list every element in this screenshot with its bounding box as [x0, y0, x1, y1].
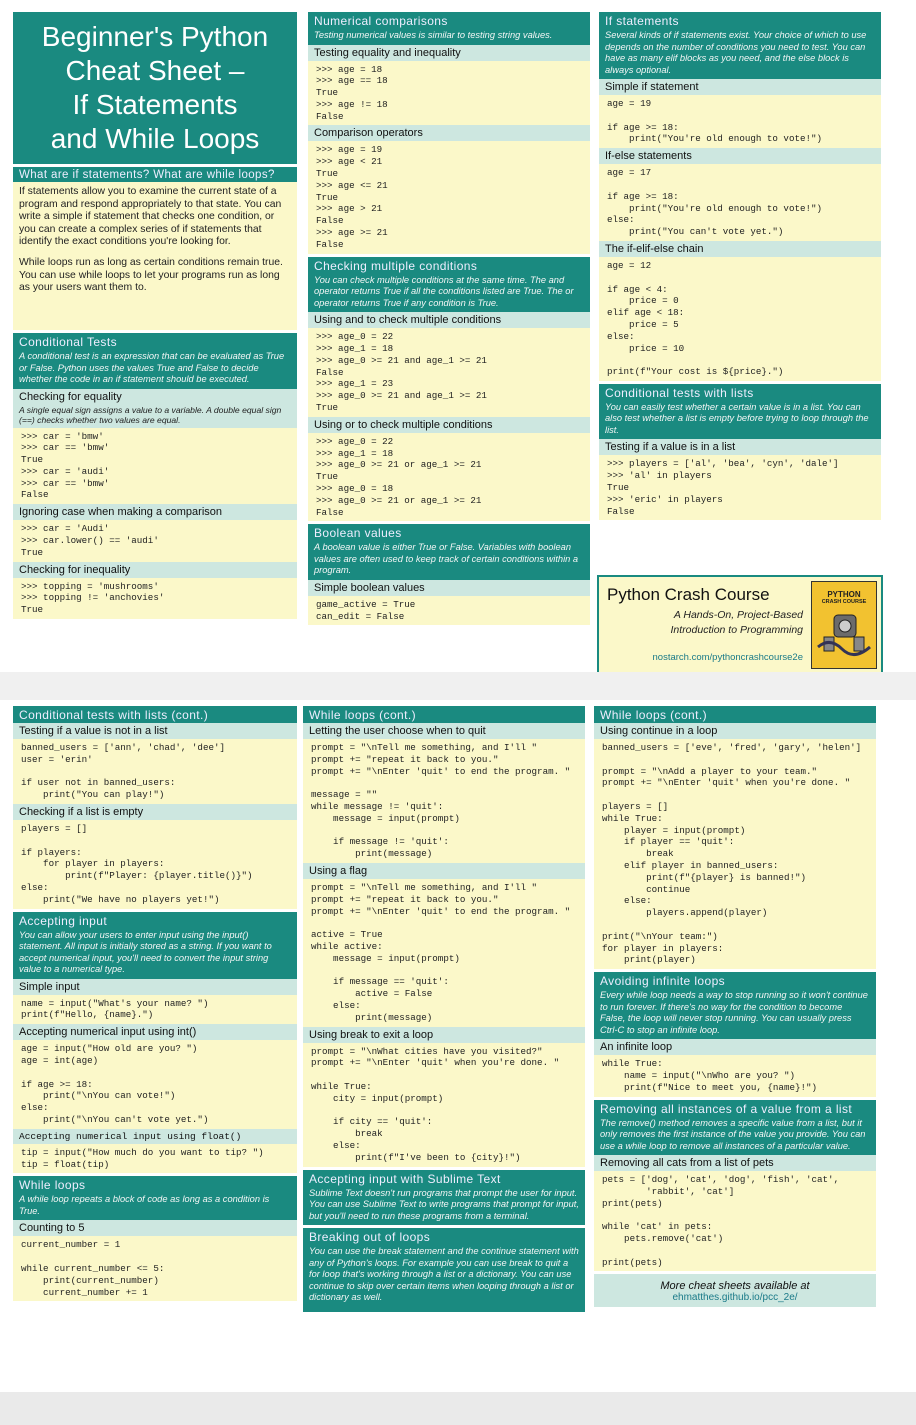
page-separator [0, 672, 916, 700]
removing-desc: The remove() method removes a specific value from a list, but it only removes the first instance of the value you provide. You can use a while loop to remove all instances of a particular value. [594, 1117, 876, 1156]
book-cover-sub: CRASH COURSE [821, 599, 867, 605]
if-elif-label: The if-elif-else chain [599, 241, 881, 257]
snake-robot-icon [814, 607, 874, 659]
numerical-eq-code: >>> age = 18 >>> age == 18 True >>> age != 18 False [308, 61, 590, 126]
breaking-heading: Breaking out of loops [303, 1228, 585, 1245]
book-title: Python Crash Course [607, 585, 770, 604]
infinite-code: while True: name = input("\nWho are you? ") print(f"Nice to meet you, {name}!") [594, 1055, 876, 1096]
sublime-heading: Accepting input with Sublime Text [303, 1170, 585, 1187]
empty-list-label: Checking if a list is empty [13, 804, 297, 820]
if-statements-heading: If statements [599, 12, 881, 29]
infinite-heading: Avoiding infinite loops [594, 972, 876, 989]
input-desc: You can allow your users to enter input using the input() statement. All input is initially stored as a string. If you want to accept numerical input, you'll need to convert the input string value to a numerical type. [13, 929, 297, 979]
conditional-tests-desc: A conditional test is an expression that can be evaluated as True or False. Python uses the values True and False to decide whether the code in an if statement should be executed. [13, 350, 297, 389]
break-code: prompt = "\nWhat cities have you visited?" prompt += "\nEnter 'quit' when you're done. " while True: city = input(prompt) if city == 'quit': break else: print(f"I've been to {city}!") [303, 1043, 585, 1167]
book-cover [811, 581, 877, 669]
quit-label: Letting the user choose when to quit [303, 723, 585, 739]
if-else-label: If-else statements [599, 148, 881, 164]
numerical-heading: Numerical comparisons [308, 12, 590, 29]
ignore-case-label: Ignoring case when making a comparison [13, 504, 297, 520]
lists-cont-heading: Conditional tests with lists (cont.) [13, 706, 297, 723]
book-cover-title: PYTHON [827, 590, 861, 599]
removing-label: Removing all cats from a list of pets [594, 1155, 876, 1171]
lists-desc: You can easily test whether a certain value is in a list. You can also test whether a list is empty before trying to loop through the list. [599, 401, 881, 440]
page1-column-3 [599, 12, 881, 520]
boolean-label: Simple boolean values [308, 580, 590, 596]
page2-column-1 [13, 706, 297, 1301]
more-cheat-sheets [594, 1274, 876, 1307]
what-are-paragraph-2: While loops run as long as certain conditions remain true. You can use while loops to let your programs run as long as your users want them to. [19, 256, 283, 294]
if-elif-code: age = 12 if age < 4: price = 0 elif age < 18: price = 5 else: price = 10 print(f"Your cost is ${price}.") [599, 257, 881, 381]
while-heading: While loops [13, 1176, 297, 1193]
float-input-code: tip = input("How much do you want to tip? ") tip = float(tip) [13, 1144, 297, 1174]
ignore-case-code: >>> car = 'Audi' >>> car.lower() == 'audi' True [13, 520, 297, 561]
int-input-label: Accepting numerical input using int() [13, 1024, 297, 1040]
int-input-code: age = input("How old are you? ") age = int(age) if age >= 18: print("\nYou can vote!") else: print("\nYou can't vote yet.") [13, 1040, 297, 1129]
boolean-desc: A boolean value is either True or False. Variables with boolean values are often used to keep track of certain conditions within a program. [308, 541, 590, 580]
or-code: >>> age_0 = 22 >>> age_1 = 18 >>> age_0 >= 21 or age_1 >= 21 True >>> age_0 = 18 >>> age_0 >= 21 or age_1 >= 21 False [308, 433, 590, 522]
while-cont1-heading: While loops (cont.) [303, 706, 585, 723]
breaking-desc: You can use the break statement and the continue statement with any of Python's loops. For example you can use break to quit a for loop that's working through a list or a dictionary. You can use continue to skip over certain items when looping through a list or dictionary as well. [303, 1245, 585, 1312]
boolean-heading: Boolean values [308, 524, 590, 541]
page-title [13, 12, 297, 164]
simple-if-label: Simple if statement [599, 79, 881, 95]
page1-column-1 [13, 12, 297, 619]
while-cont2-heading: While loops (cont.) [594, 706, 876, 723]
what-are-body [13, 182, 297, 330]
multiple-desc: You can check multiple conditions at the same time. The and operator returns True if all the conditions listed are True. The or operator returns True if any condition is True. [308, 274, 590, 313]
inequality-label: Checking for inequality [13, 562, 297, 578]
title-line-1: Beginner's Python [41, 21, 269, 52]
if-else-code: age = 17 if age >= 18: print("You're old enough to vote!") else: print("You can't vote yet.") [599, 164, 881, 241]
continue-label: Using continue in a loop [594, 723, 876, 739]
more-link[interactable]: ehmatthes.github.io/pcc_2e/ [672, 1292, 798, 1304]
removing-code: pets = ['dog', 'cat', 'dog', 'fish', 'cat', 'rabbit', 'cat'] print(pets) while 'cat' in pets: pets.remove('cat') print(pets) [594, 1171, 876, 1271]
boolean-code: game_active = True can_edit = False [308, 596, 590, 626]
book-subtitle-1: A Hands-On, Project-Based [673, 609, 803, 621]
while-desc: A while loop repeats a block of code as long as a condition is True. [13, 1193, 297, 1220]
page2-column-2 [303, 706, 585, 1312]
conditional-tests-heading: Conditional Tests [13, 333, 297, 350]
book-subtitle-2: Introduction to Programming [670, 624, 803, 636]
simple-input-code: name = input("What's your name? ") print(f"Hello, {name}.") [13, 995, 297, 1025]
in-list-code: >>> players = ['al', 'bea', 'cyn', 'dale'] >>> 'al' in players True >>> 'eric' in players False [599, 455, 881, 520]
book-url[interactable]: nostarch.com/pythoncrashcourse2e [652, 652, 803, 663]
page2-column-3 [594, 706, 876, 1307]
title-line-4: and While Loops [50, 123, 260, 154]
equality-label: Checking for equality [13, 389, 297, 405]
break-label: Using break to exit a loop [303, 1027, 585, 1043]
inequality-code: >>> topping = 'mushrooms' >>> topping != 'anchovies' True [13, 578, 297, 619]
infinite-desc: Every while loop needs a way to stop running so it won't continue to run forever. If there's no way for the condition to become False, the loop will never stop running. You can usually press Ctrl-C to stop an infinite loop. [594, 989, 876, 1039]
what-are-heading: What are if statements? What are while loops? [13, 167, 297, 182]
flag-code: prompt = "\nTell me something, and I'll " prompt += "repeat it back to you." prompt += "\nEnter 'quit' to end the program. " active = True while active: message = input(prompt) if message == 'quit': active = False else: print(message) [303, 879, 585, 1027]
comparison-code: >>> age = 19 >>> age < 21 True >>> age <= 21 True >>> age > 21 False >>> age >= 21 False [308, 141, 590, 253]
if-statements-desc: Several kinds of if statements exist. Your choice of which to use depends on the number of conditions you need to test. You can have as many elif blocks as you need, and the else block is always optional. [599, 29, 881, 79]
and-label: Using and to check multiple conditions [308, 312, 590, 328]
and-code: >>> age_0 = 22 >>> age_1 = 18 >>> age_0 >= 21 and age_1 >= 21 False >>> age_1 = 23 >>> age_0 >= 21 and age_1 >= 21 True [308, 328, 590, 417]
equality-note: A single equal sign assigns a value to a variable. A double equal sign (==) checks whether two values are equal. [13, 405, 297, 428]
input-heading: Accepting input [13, 912, 297, 929]
simple-input-label: Simple input [13, 979, 297, 995]
counting-code: current_number = 1 while current_number <= 5: print(current_number) current_number += 1 [13, 1236, 297, 1301]
equality-code: >>> car = 'bmw' >>> car == 'bmw' True >>> car = 'audi' >>> car == 'bmw' False [13, 428, 297, 505]
float-input-label: Accepting numerical input using float() [13, 1129, 297, 1144]
lists-heading: Conditional tests with lists [599, 384, 881, 401]
numerical-desc: Testing numerical values is similar to testing string values. [308, 29, 590, 45]
book-ad[interactable] [597, 575, 883, 676]
infinite-label: An infinite loop [594, 1039, 876, 1055]
in-list-label: Testing if a value is in a list [599, 439, 881, 455]
continue-code: banned_users = ['eve', 'fred', 'gary', 'helen'] prompt = "\nAdd a player to your team." prompt += "\nEnter 'quit' when you're done. " players = [] while True: player = input(prompt) if player == 'quit': break elif player in banned_users: print(f"{player} is banned!") continue else: players.append(player) print("\nYour team:") for player in players: print(player) [594, 739, 876, 969]
multiple-heading: Checking multiple conditions [308, 257, 590, 274]
title-line-3: If Statements [72, 89, 238, 120]
quit-code: prompt = "\nTell me something, and I'll " prompt += "repeat it back to you." prompt += "\nEnter 'quit' to end the program. " message = "" while message != 'quit': message = input(prompt) if message != 'quit': print(message) [303, 739, 585, 863]
empty-list-code: players = [] if players: for player in players: print(f"Player: {player.title()}") else: print("We have no players yet!") [13, 820, 297, 909]
what-are-paragraph-1: If statements allow you to examine the current state of a program and respond appropriately to that state. You can write a simple if statement that checks one condition, or you can create a complex series of if statements that identify the exact conditions you're looking for. [19, 186, 282, 248]
not-in-list-code: banned_users = ['ann', 'chad', 'dee'] user = 'erin' if user not in banned_users: print("You can play!") [13, 739, 297, 804]
counting-label: Counting to 5 [13, 1220, 297, 1236]
numerical-eq-label: Testing equality and inequality [308, 45, 590, 61]
page-footer-edge [0, 1392, 916, 1425]
removing-heading: Removing all instances of a value from a list [594, 1100, 876, 1117]
simple-if-code: age = 19 if age >= 18: print("You're old enough to vote!") [599, 95, 881, 148]
more-line-1: More cheat sheets available at [660, 1280, 810, 1293]
sublime-desc: Sublime Text doesn't run programs that prompt the user for input. You can use Sublime Text to write programs that prompt for input, but you'll need to run these programs from a terminal. [303, 1187, 585, 1226]
title-line-2: Cheat Sheet – [65, 55, 245, 86]
or-label: Using or to check multiple conditions [308, 417, 590, 433]
comparison-label: Comparison operators [308, 125, 590, 141]
flag-label: Using a flag [303, 863, 585, 879]
not-in-list-label: Testing if a value is not in a list [13, 723, 297, 739]
page1-column-2 [308, 12, 590, 625]
